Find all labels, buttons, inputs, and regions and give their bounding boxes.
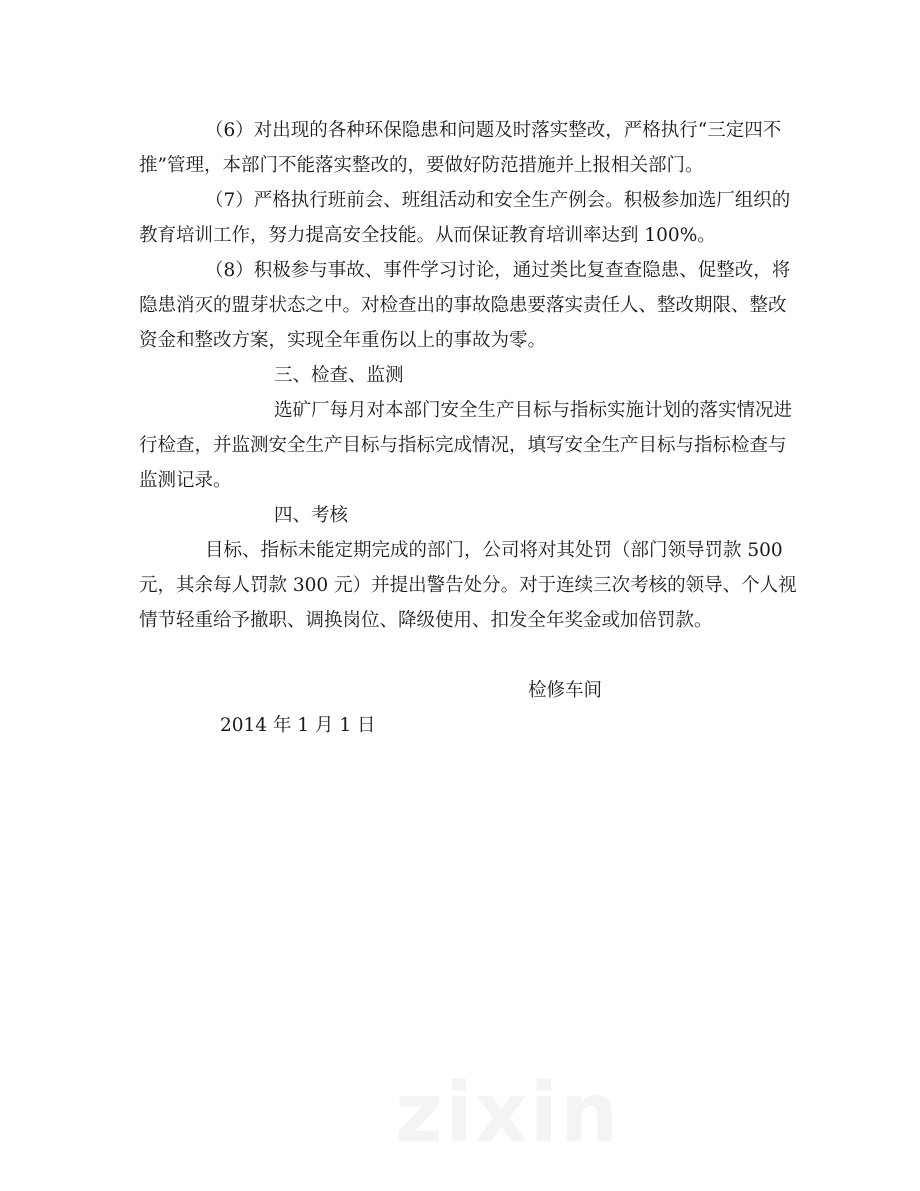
section-4-heading: 四、考核 (274, 505, 349, 526)
signature-department: 检修车间 (528, 680, 603, 701)
item-6-line-1: （6）对出现的各种环保隐患和问题及时落实整改，严格执行“三定四不 (205, 120, 782, 141)
item-7-line-1: （7）严格执行班前会、班组活动和安全生产例会。积极参加选厂组织的 (205, 190, 791, 211)
section-3-line-2: 行检查，并监测安全生产目标与指标完成情况，填写安全生产目标与指标检查与 (139, 435, 787, 456)
watermark-logo: zixin (395, 1066, 621, 1161)
section-3-line-3: 监测记录。 (139, 470, 232, 491)
item-8-line-1: （8）积极参与事故、事件学习讨论，通过类比复查查隐患、促整改，将 (205, 260, 791, 281)
section-4-line-1: 目标、指标未能定期完成的部门，公司将对其处罚（部门领导罚款 500 (205, 540, 783, 561)
item-8-line-2: 隐患消灭的盟芽状态之中。对检查出的事故隐患要落实责任人、整改期限、整改 (139, 295, 787, 316)
section-3-heading: 三、检查、监测 (274, 365, 404, 386)
section-4-line-2: 元，其余每人罚款 300 元）并提出警告处分。对于连续三次考核的领导、个人视 (139, 575, 797, 596)
section-3-line-1: 选矿厂每月对本部门安全生产目标与指标实施计划的落实情况进 (274, 400, 793, 421)
item-6-line-2: 推”管理，本部门不能落实整改的，要做好防范措施并上报相关部门。 (139, 155, 704, 176)
item-8-line-3: 资金和整改方案，实现全年重伤以上的事故为零。 (139, 330, 547, 351)
signature-date: 2014 年 1 月 1 日 (220, 715, 376, 736)
item-7-line-2: 教育培训工作，努力提高安全技能。从而保证教育培训率达到 100%。 (139, 225, 716, 246)
section-4-line-3: 情节轻重给予撤职、调换岗位、降级使用、扣发全年奖金或加倍罚款。 (139, 610, 713, 631)
